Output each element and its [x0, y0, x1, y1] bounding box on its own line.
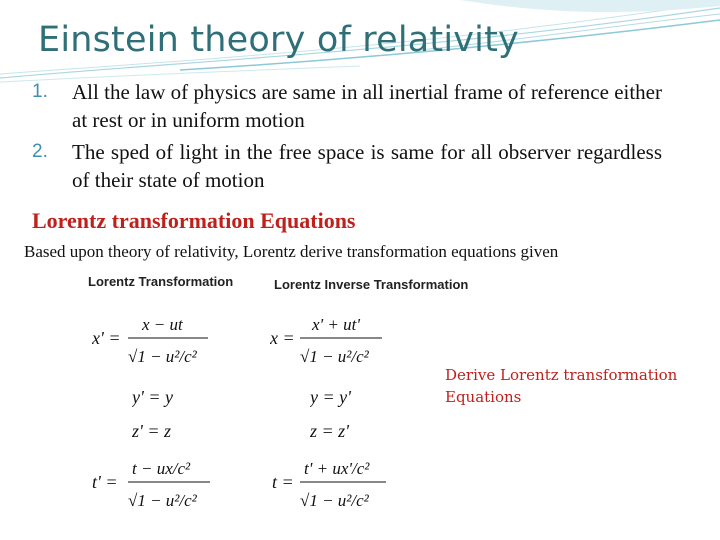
y-prime-equation: [132, 384, 212, 415]
postulate-list: [30, 78, 662, 198]
slide-title: Einstein theory of relativity: [38, 20, 519, 60]
equation-text: z = z': [310, 421, 350, 441]
formula-image: [72, 264, 480, 518]
equation-lhs: x' =: [92, 328, 121, 348]
t-prime-equation: [92, 454, 214, 517]
x-prime-equation: [92, 310, 212, 373]
list-item-text: The sped of light in the free space is same for all observer regardless of their state of motion: [72, 140, 662, 192]
section-heading: Lorentz transformation Equations: [32, 208, 356, 233]
equation-denominator: √1 − u²/c²: [128, 347, 197, 366]
t-equation: [272, 454, 392, 517]
z-prime-equation: [132, 418, 212, 449]
equation-lhs: t' =: [92, 472, 118, 492]
list-item: [30, 138, 662, 194]
list-item: [30, 78, 662, 134]
list-item-text: All the law of physics are same in all inertial frame of reference either at rest or in uniform motion: [72, 80, 662, 132]
intro-paragraph: Based upon theory of relativity, Lorentz derive transformation equations given: [24, 242, 559, 261]
equation-numerator: x' + ut': [312, 315, 361, 334]
equation-text: z' = z: [132, 421, 172, 441]
equation-denominator: √1 − u²/c²: [300, 347, 369, 366]
x-equation: [270, 310, 390, 373]
lorentz-transformation-heading: Lorentz Transformation: [88, 274, 234, 289]
inverse-transformation-heading: Lorentz Inverse Transformation: [274, 277, 469, 292]
equation-text: y' = y: [132, 387, 173, 407]
equation-denominator: √1 − u²/c²: [300, 491, 369, 510]
equation-lhs: t =: [272, 472, 294, 492]
y-equation: [310, 384, 390, 415]
equation-lhs: x =: [270, 328, 295, 348]
z-equation: [310, 418, 390, 449]
list-number: 1.: [32, 81, 48, 102]
equation-numerator: t − ux/c²: [132, 459, 191, 478]
equation-numerator: x − ut: [142, 315, 183, 334]
list-number: 2.: [32, 141, 48, 162]
equation-text: y = y': [310, 387, 351, 407]
equation-numerator: t' + ux'/c²: [304, 459, 370, 478]
equation-denominator: √1 − u²/c²: [128, 491, 197, 510]
derive-note: Derive Lorentz transformation Equations: [445, 366, 678, 406]
